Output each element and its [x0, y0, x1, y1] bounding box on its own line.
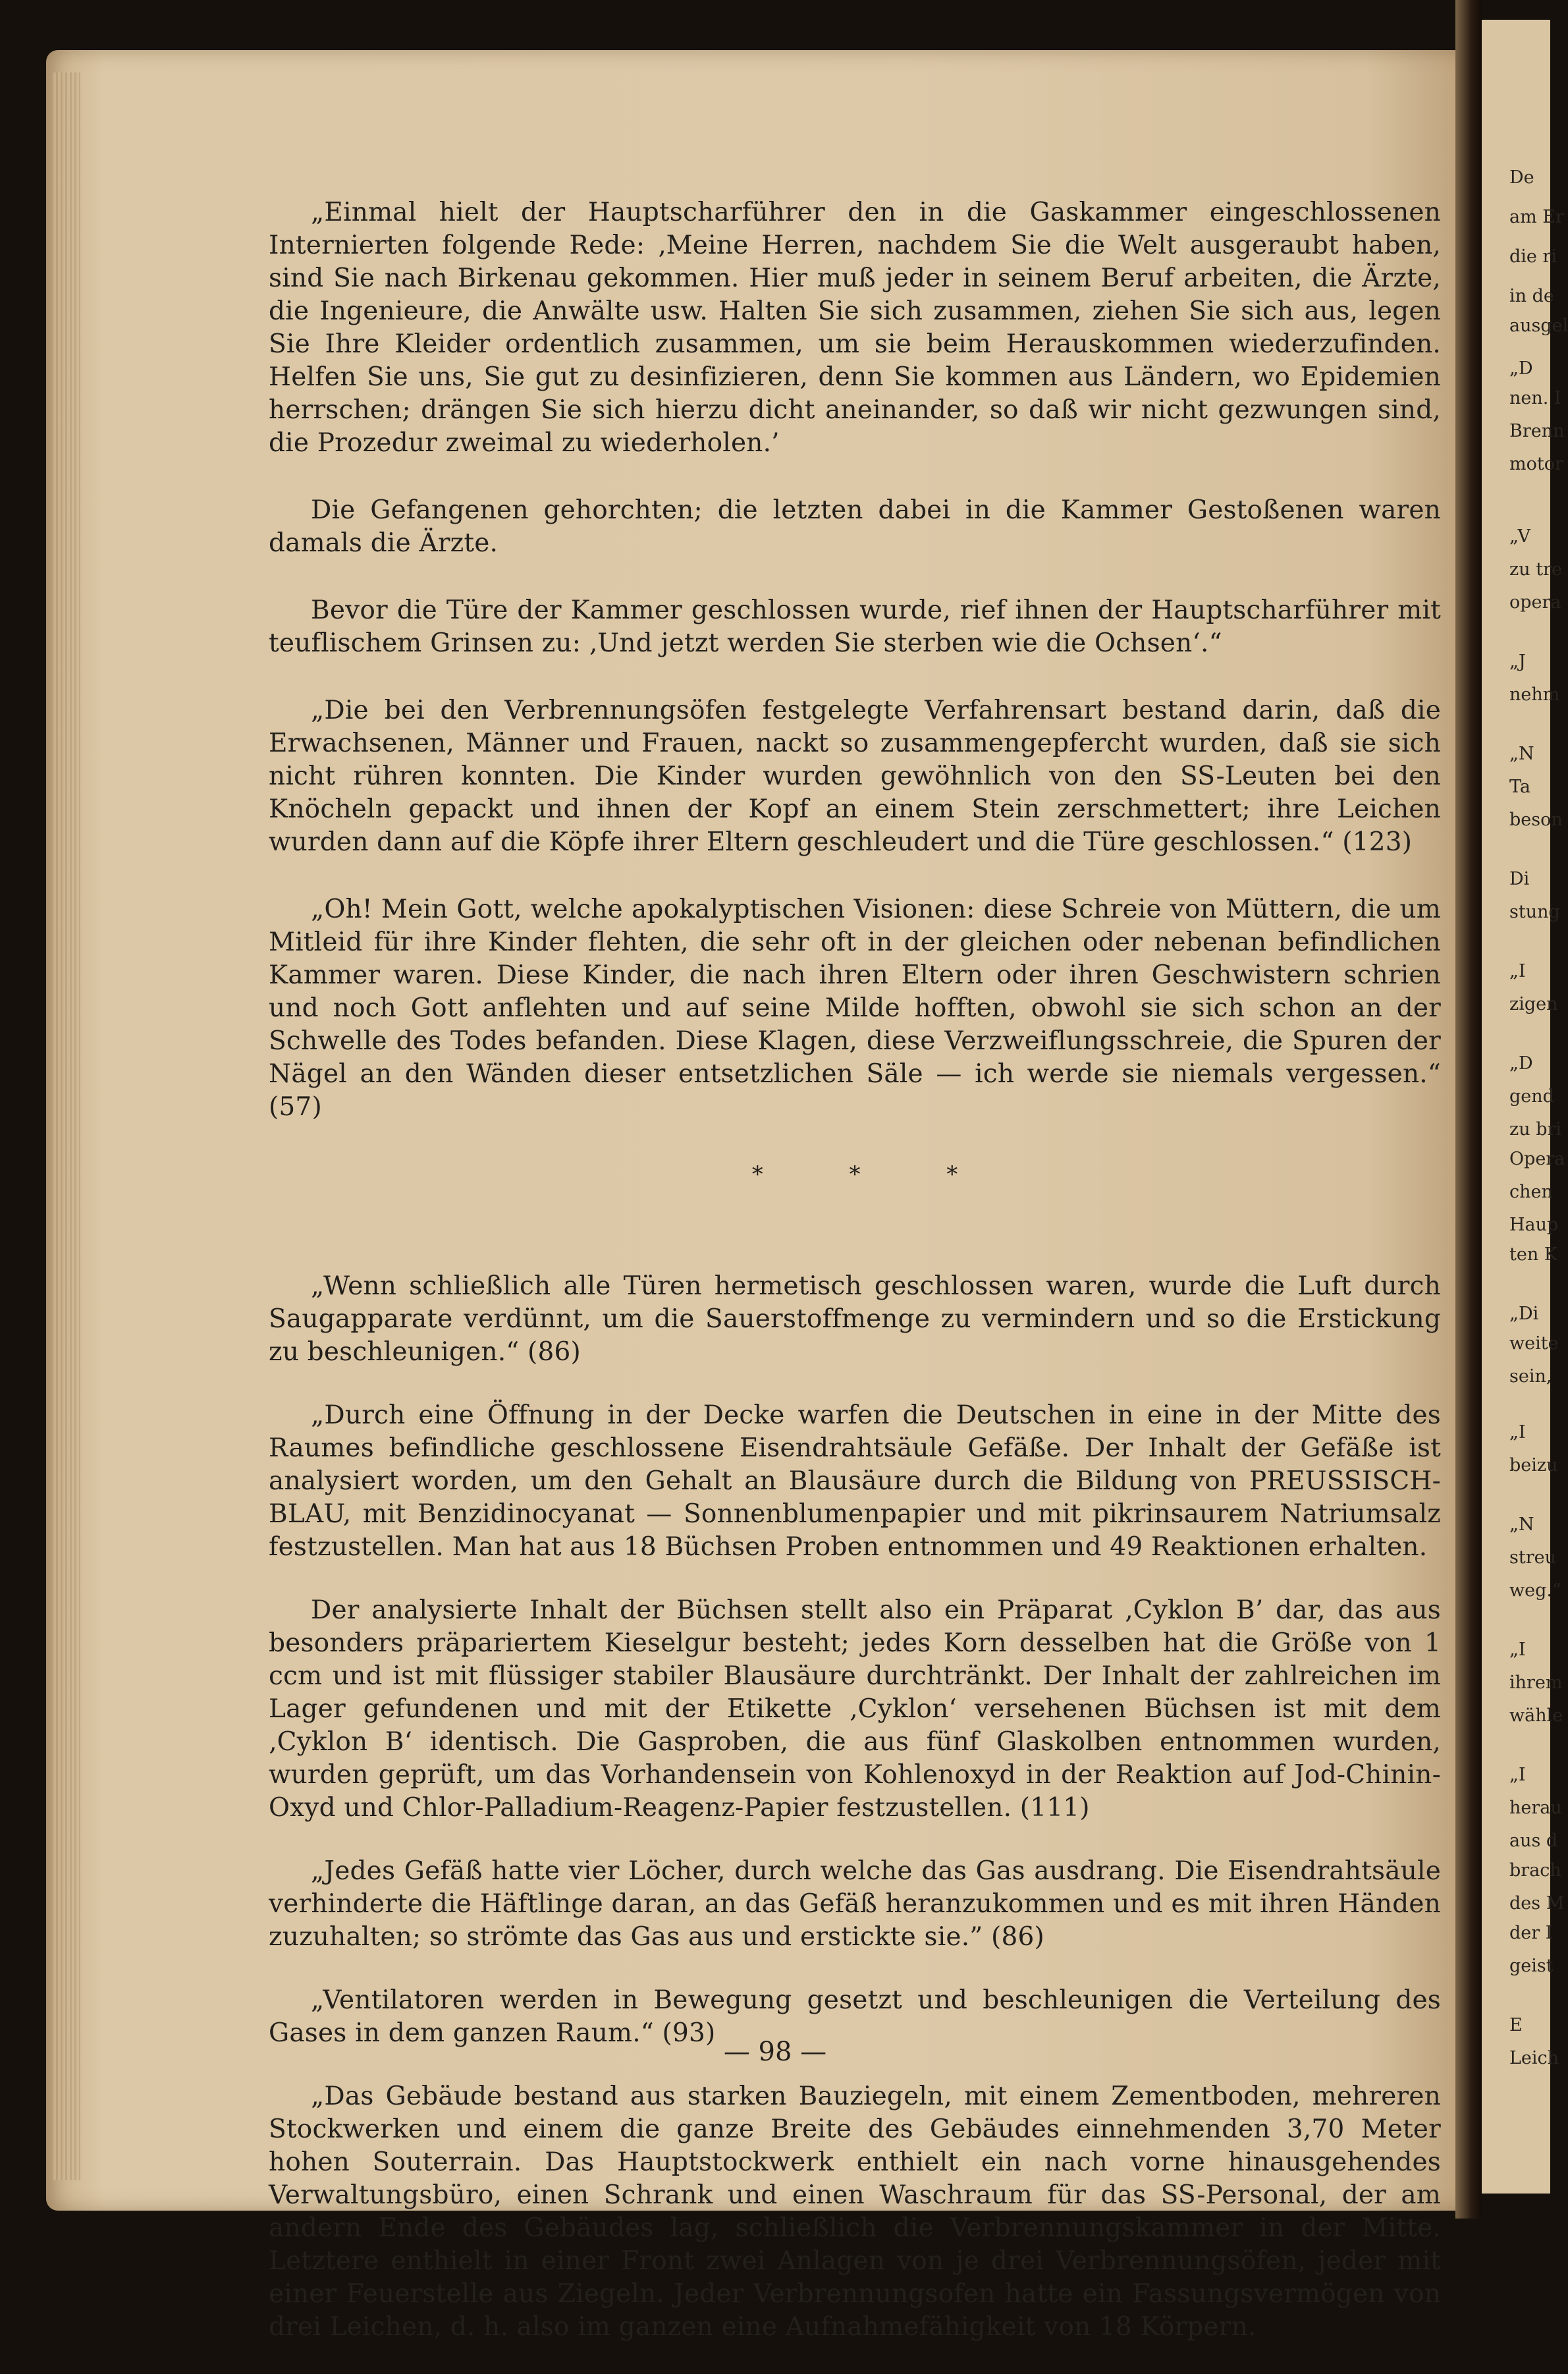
paragraph: Die Gefangenen gehorchten; die letzten dabei in die Kammer Gestoßenen waren damals die Ärzte.: [269, 495, 1441, 558]
adjacent-page-text-fragment: weite: [1509, 1333, 1559, 1354]
paragraph: Der analysierte Inhalt der Büchsen stellt also ein Präparat ‚Cyklon B’ dar, das aus besonders präpariertem Kieselgur besteht; jedes Korn desselben hat die Größe von 1 ccm und ist mit flüssiger stabiler Blausäure durchtränkt. Der Inhalt der zahlreichen im Lager gefundenen und mit der Etikette ‚Cyklon‘ versehenen Büchsen ist mit dem ‚Cyklon B‘ identisch. Die Gasproben, die aus fünf Glaskolben entnommen wurden, wurden geprüft, um das Vorhandensein von Kohlenoxyd in der Reaktion auf Jod-Chinin-Oxyd und Chlor-Palladium-Reagenz-Papier festzustellen. (111): [269, 1595, 1441, 1823]
adjacent-page-text-fragment: „I: [1509, 961, 1526, 981]
paragraph: „Jedes Gefäß hatte vier Löcher, durch welche das Gas ausdrang. Die Eisendrahtsäule verhinderte die Häftlinge daran, an das Gefäß heranzukommen und es mit ihren Händen zuzuhalten; so strömte das Gas aus und erstickte sie.” (86): [269, 1856, 1441, 1952]
adjacent-page-text-fragment: nehm: [1509, 684, 1560, 705]
adjacent-page-text-fragment: „Di: [1509, 1304, 1539, 1324]
adjacent-page-text-fragment: des M: [1509, 1893, 1565, 1914]
adjacent-page-text-fragment: sein,: [1509, 1366, 1552, 1387]
adjacent-page-text-fragment: herau: [1509, 1798, 1562, 1818]
adjacent-page-text-fragment: opera: [1509, 592, 1561, 613]
adjacent-page-text-fragment: chen: [1509, 1182, 1553, 1202]
adjacent-page-text-fragment: streu: [1509, 1547, 1556, 1568]
section-separator: * * *: [751, 1161, 998, 1188]
adjacent-page-text-fragment: „I: [1509, 1422, 1526, 1443]
adjacent-page-text-fragment: „J: [1509, 651, 1526, 672]
adjacent-page-text-fragment: weg.“: [1509, 1580, 1561, 1601]
book-spine: [1455, 0, 1482, 2219]
adjacent-page-text-fragment: „N: [1509, 1514, 1534, 1535]
paragraph: Bevor die Türe der Kammer geschlossen wurde, rief ihnen der Hauptscharführer mit teuflischem Grinsen zu: ‚Und jetzt werden Sie sterben wie die Ochsen‘.“: [269, 595, 1441, 658]
paragraph: „Wenn schließlich alle Türen hermetisch geschlossen waren, wurde die Luft durch Saugapparate verdünnt, um die Sauerstoffmenge zu vermindern und so die Erstickung zu beschleunigen.“ (86): [269, 1271, 1441, 1367]
adjacent-page-text-fragment: „V: [1509, 526, 1531, 547]
adjacent-page-text-fragment: in de: [1509, 286, 1554, 306]
adjacent-page-text-fragment: wähle: [1509, 1705, 1563, 1726]
adjacent-page-text-fragment: De: [1509, 167, 1534, 188]
page-number: — 98 —: [723, 2037, 827, 2067]
adjacent-page-text-fragment: aus d: [1509, 1831, 1558, 1851]
adjacent-page-text-fragment: beizu: [1509, 1455, 1558, 1476]
adjacent-page-text-fragment: am Er: [1509, 207, 1564, 227]
adjacent-page-text-fragment: zu bri: [1509, 1119, 1562, 1140]
adjacent-page-text-fragment: Leich: [1509, 2048, 1559, 2068]
page-edge-stack: [51, 72, 80, 2180]
adjacent-page-text-fragment: ihrem: [1509, 1672, 1563, 1693]
adjacent-page-text-fragment: E: [1509, 2015, 1523, 2035]
paragraph: „Einmal hielt der Hauptscharführer den in die Gaskammer eingeschlossenen Internierten folgende Rede: ‚Meine Herren, nachdem Sie die Welt ausgeraubt haben, sind Sie nach Birkenau gekommen. Hier muß jeder in seinem Beruf arbeiten, die Ärzte, die Ingenieure, die Anwälte usw. Halten Sie sich zusammen, ziehen Sie sich aus, legen Sie Ihre Kleider ordentlich zusammen, um sie beim Herauskommen wiederzufinden. Helfen Sie uns, Sie gut zu desinfizieren, denn Sie kommen aus Ländern, wo Epidemien herrschen; drängen Sie sich hierzu dicht aneinander, so daß wir nicht gezwungen sind, die Prozedur zweimal zu wiederholen.’: [269, 198, 1441, 458]
adjacent-page-text-fragment: „D: [1509, 1053, 1533, 1074]
adjacent-page-text-fragment: Opera: [1509, 1149, 1565, 1169]
adjacent-page-text-fragment: gend: [1509, 1086, 1554, 1107]
adjacent-page-text-fragment: „I: [1509, 1640, 1526, 1660]
adjacent-page-text-fragment: „D: [1509, 358, 1533, 379]
adjacent-page-text-fragment: die ri: [1509, 246, 1557, 267]
adjacent-page-text-fragment: ten K: [1509, 1244, 1557, 1265]
adjacent-page-text-fragment: geist: [1509, 1956, 1554, 1976]
adjacent-page-text-fragment: Haup: [1509, 1215, 1559, 1235]
paragraph: „Die bei den Verbrennungsöfen festgelegte Verfahrensart bestand darin, daß die Erwachsenen, Männer und Frauen, nackt so zusammengepfercht wurden, daß sie sich nicht rühren konnten. Die Kinder wurden gewöhnlich von den SS-Leuten bei den Knöcheln gepackt und ihnen der Kopf an einem Stein zerschmettert; ihre Leichen wurden dann auf die Köpfe ihrer Eltern geschleudert und die Türe geschlossen.“ (123): [269, 696, 1441, 857]
adjacent-page-text-fragment: Ta: [1509, 777, 1531, 797]
paragraph: „Oh! Mein Gott, welche apokalyptischen Visionen: diese Schreie von Müttern, die um Mitleid für ihre Kinder flehten, die sehr oft in der gleichen oder nebenan befindlichen Kammer waren. Diese Kinder, die nach ihren Eltern oder ihren Geschwistern schrien und noch Gott anflehten und auf seine Milde hofften, obwohl sie sich schon an der Schwelle des Todes befanden. Diese Klagen, diese Verzweiflungsschreie, die Spuren der Nägel an den Wänden dieser entsetzlichen Säle — ich werde sie niemals vergessen.“ (57): [269, 895, 1441, 1122]
adjacent-page-text-fragment: zigen: [1509, 994, 1558, 1014]
paragraph: „Durch eine Öffnung in der Decke warfen die Deutschen in eine in der Mitte des Raumes befindliche geschlossene Eisendrahtsäule Gefäße. Der Inhalt der Gefäße ist analysiert worden, um den Gehalt an Blausäure durch die Bildung von PREUSSISCH-BLAU, mit Benzidinocyanat — Sonnenblumenpapier und mit pikrinsaurem Natriumsalz festzustellen. Man hat aus 18 Büchsen Proben entnommen und 49 Reaktionen erhalten.: [269, 1400, 1441, 1562]
paragraph: „Ventilatoren werden in Bewegung gesetzt und beschleunigen die Verteilung des Gases in dem ganzen Raum.“ (93): [269, 1985, 1441, 2048]
adjacent-page-text-fragment: „N: [1509, 744, 1534, 764]
adjacent-page-text-fragment: zu tre: [1509, 559, 1562, 580]
adjacent-page-text-fragment: der I: [1509, 1923, 1553, 1943]
paragraph: „Das Gebäude bestand aus starken Bauziegeln, mit einem Zementboden, mehreren Stockwerken und einem die ganze Breite des Gebäudes einnehmenden 3,70 Meter hohen Souterrain. Das Hauptstockwerk enthielt ein nach vorne hinausgehendes Verwaltungsbüro, einen Schrank und einen Waschraum für das SS-Personal, der am andern Ende des Gebäudes lag, schließlich die Verbrennungskammer in der Mitte. Letztere enthielt in einer Front zwei Anlagen von je drei Verbrennungsöfen, jeder mit einer Feuerstelle aus Ziegeln. Jeder Verbrennungsofen hatte ein Fassungsvermögen von drei Leichen, d. h. also im ganzen eine Aufnahmefähigkeit von 18 Körpern.: [269, 2082, 1441, 2342]
adjacent-page-text-fragment: Di: [1509, 869, 1530, 889]
adjacent-page-text-fragment: beson: [1509, 810, 1563, 830]
adjacent-page-text-fragment: brach: [1509, 1860, 1561, 1881]
adjacent-page-text-fragment: stung: [1509, 902, 1560, 922]
adjacent-page: [1482, 20, 1568, 2194]
adjacent-page-text-fragment: motor: [1509, 454, 1563, 474]
adjacent-page-text-fragment: ausgel: [1509, 316, 1568, 336]
adjacent-page-text-fragment: nen. I: [1509, 388, 1561, 408]
adjacent-page-text-fragment: Brenn: [1509, 421, 1565, 441]
adjacent-page-text-fragment: „I: [1509, 1765, 1526, 1785]
